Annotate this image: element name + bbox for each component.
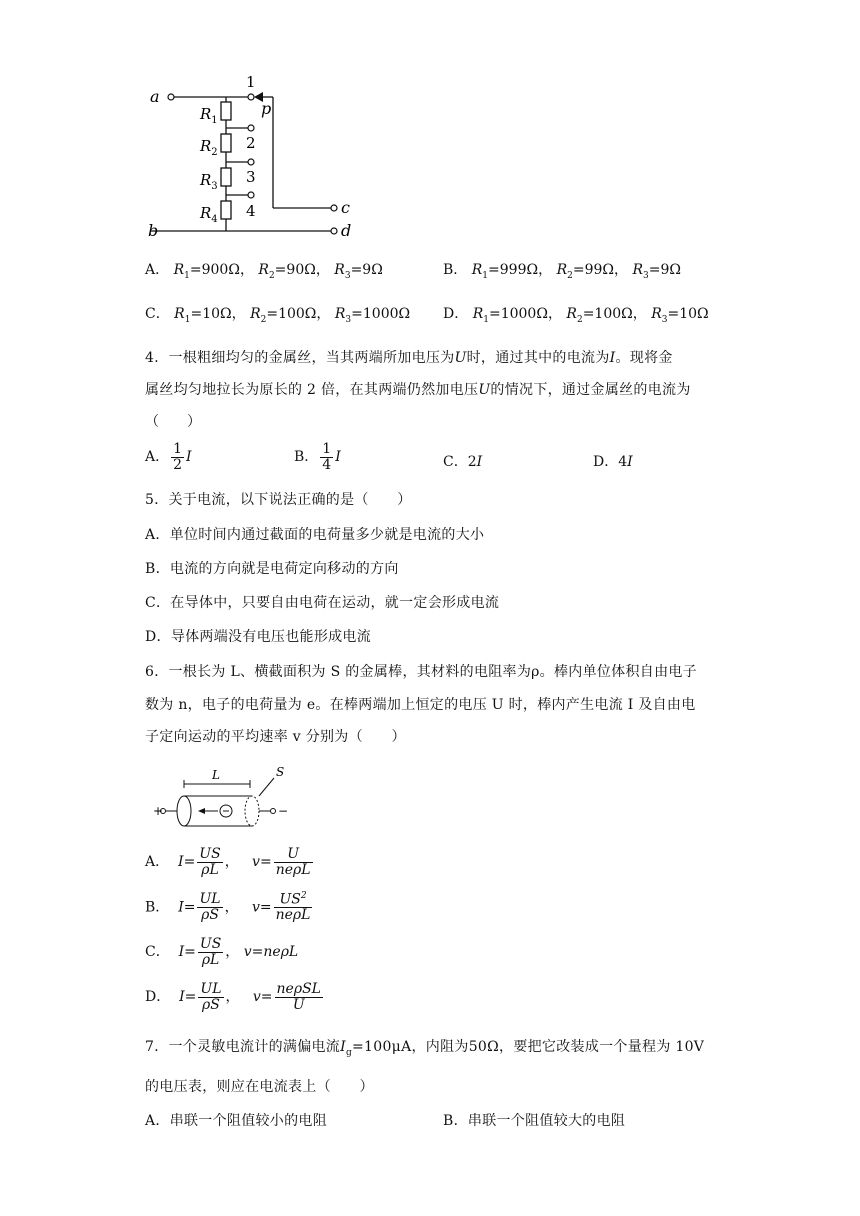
q6-option-a: A． I= $\frac{US}{\rho L}$ ， v= $\frac{U}{\text{neρL}}$	[145, 846, 311, 878]
node-1-label: 1	[246, 74, 256, 91]
q4-option-a: A． $\frac{1}{2}$ I	[145, 441, 192, 473]
q6-option-b: B． I= $\frac{UL}{\rho S}$ ， v= $\frac{US^2}{\text{neρL}}$	[145, 891, 311, 924]
q7-option-b: B．串联一个阻值较大的电阻	[443, 1113, 626, 1129]
metal-rod-figure	[152, 764, 292, 834]
r1-label: $R_1$	[200, 105, 218, 126]
q4-stem-line3: （ ）	[145, 414, 201, 430]
q7-stem-line2: 的电压表，则应在电流表上（ ）	[145, 1079, 374, 1095]
q6-option-c: C． I= $\frac{US}{\rho L}$ ， v=neρL	[145, 936, 299, 968]
node-4-label: 4	[246, 202, 256, 220]
rod-plus-label: +	[153, 804, 164, 818]
q7-stem-line1: 7．一个灵敏电流计的满偏电流$I_g=100\mu A$，内阻为50Ω，要把它改装成一个量程为 10V	[145, 1039, 705, 1058]
node-3-label: 3	[246, 168, 256, 186]
q4-stem-line2: 属丝均匀地拉长为原长的 2 倍，在其两端仍然加电压U的情况下，通过金属丝的电流为	[145, 382, 691, 398]
q4-option-b: B． $\frac{1}{4}$ I	[294, 441, 341, 473]
q4-stem-line1: 4．一根粗细均匀的金属丝，当其两端所加电压为U时，通过其中的电流为I。现将金	[145, 350, 673, 366]
terminal-c-label: c	[341, 198, 350, 217]
node-2-label: 2	[246, 134, 256, 152]
q3-option-a: A． $R_1=900\Omega$， $R_2=90\Omega$， $R_3=9\Omega$	[145, 262, 383, 281]
q5-option-b: B．电流的方向就是电荷定向移动的方向	[145, 561, 399, 577]
q6-stem-line3: 子定向运动的平均速率 v 分别为（ ）	[145, 729, 406, 745]
q5-option-a: A．单位时间内通过截面的电荷量多少就是电流的大小	[145, 527, 485, 543]
rod-area-label: S	[276, 765, 285, 779]
q4-option-c: C．2I	[443, 454, 483, 470]
slider-p-label: p	[261, 99, 272, 118]
q6-stem-line2: 数为 n，电子的电荷量为 e。在棒两端加上恒定的电压 U 时，棒内产生电流 I 及自由电	[145, 697, 696, 713]
q3-option-d: D． $R_1=1000\Omega$， $R_2=100\Omega$， $R_3=10\Omega$	[443, 306, 709, 325]
q7-option-a: A．串联一个阻值较小的电阻	[145, 1113, 328, 1129]
q6-stem-line1: 6．一根长为 L、横截面积为 S 的金属棒，其材料的电阻率为ρ。棒内单位体积自由电子	[145, 664, 697, 680]
divider-circuit-figure	[140, 74, 370, 244]
r3-label: $R_3$	[200, 171, 218, 192]
terminal-d-label: d	[341, 221, 352, 240]
q5-option-d: D．导体两端没有电压也能形成电流	[145, 629, 372, 645]
q5-option-c: C．在导体中，只要自由电荷在运动，就一定会形成电流	[145, 595, 500, 611]
terminal-a-label: a	[150, 87, 160, 106]
terminal-b-label: b	[148, 221, 159, 240]
q6-option-d: D． I= $\frac{UL}{\rho S}$ ， v= $\frac{\text{neρSL}}{U}$	[145, 981, 321, 1013]
q3-option-c: C． $R_1=10\Omega$， $R_2=100\Omega$， $R_3=1000\Omega$	[145, 306, 411, 325]
r4-label: $R_4$	[200, 204, 218, 225]
rod-length-label: L	[212, 768, 220, 782]
r2-label: $R_2$	[200, 137, 218, 158]
rod-minus-label: −	[278, 804, 289, 818]
electron-direction-arrow-icon	[198, 808, 205, 814]
q3-option-b: B． $R_1=999\Omega$， $R_2=99\Omega$， $R_3=9\Omega$	[443, 262, 681, 281]
q4-option-d: D．4I	[593, 454, 633, 470]
q5-stem: 5．关于电流，以下说法正确的是（ ）	[145, 492, 412, 508]
